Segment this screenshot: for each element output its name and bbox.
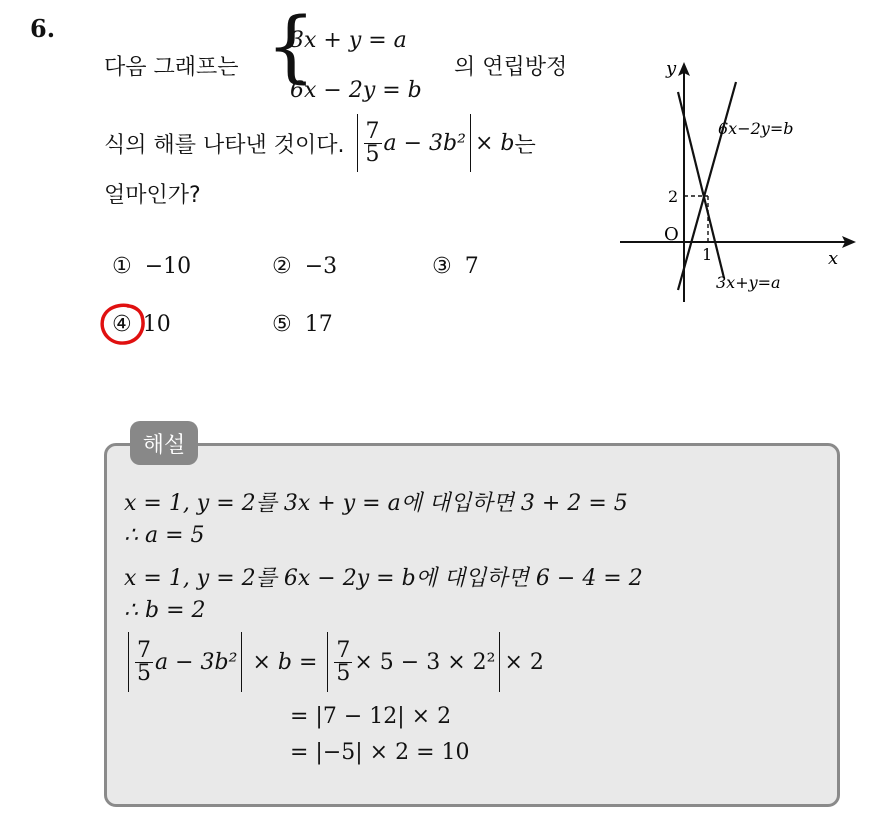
question-number: 6. (30, 14, 56, 43)
question-line2-suffix: 는 (514, 132, 536, 158)
tick-y-2: 2 (668, 187, 679, 206)
solution-line1: x = 1, y = 2를 3x + y = a에 대입하면 3 + 2 = 5 (124, 491, 628, 516)
sol-left-expr: a − 3b² (155, 649, 238, 675)
y-axis-label: y (666, 58, 677, 79)
solution-line6: = |7 − 12| × 2 (290, 704, 452, 729)
abs-expression: a − 3b² (383, 130, 466, 156)
sol-fraction-2-den: 5 (336, 660, 351, 686)
graph (612, 52, 862, 307)
sol-abs-left-1 (128, 632, 129, 692)
choice-3[interactable] (432, 254, 479, 279)
choice-2[interactable] (272, 254, 337, 279)
choice-5[interactable] (272, 312, 333, 337)
abs-bar-left (357, 114, 358, 172)
solution-line2: ∴ a = 5 (124, 523, 205, 548)
choice-2-mark: ② (272, 254, 292, 279)
system-eq1: 3x + y = a (290, 28, 407, 53)
question-intro-cont: 의 연립방정 (454, 55, 568, 80)
sol-end: × 2 (504, 649, 544, 675)
question-line3: 얼마인가? (104, 183, 201, 208)
sol-fraction-2-num: 7 (336, 637, 351, 663)
answer-circle-icon (98, 300, 150, 348)
sol-fraction-1 (135, 637, 153, 686)
line1-label: 6x−2y=b (718, 119, 794, 138)
choice-5-mark: ⑤ (272, 312, 292, 337)
fraction (364, 118, 382, 167)
fraction-num: 7 (365, 118, 380, 144)
x-axis-label: x (828, 248, 839, 269)
fraction-den: 5 (365, 141, 380, 167)
choice-2-value: −3 (304, 254, 338, 279)
system-eq2: 6x − 2y = b (290, 78, 422, 103)
choice-3-value: 7 (464, 254, 479, 279)
line2-label: 3x+y=a (716, 273, 781, 292)
tick-x-1: 1 (702, 245, 713, 264)
question-line2-text: 식의 해를 나타낸 것이다. (104, 132, 345, 158)
choice-4-mark: ④ (112, 312, 132, 337)
sol-mid: × b = (252, 649, 318, 675)
solution-line7: = |−5| × 2 = 10 (290, 740, 470, 765)
origin-label: O (664, 224, 679, 245)
question-line2 (104, 112, 536, 174)
choice-1[interactable] (112, 254, 191, 279)
solution-tab: 해설 (130, 421, 198, 465)
system-brace: { (266, 2, 316, 92)
solution-line4: ∴ b = 2 (124, 598, 206, 623)
question-intro: 다음 그래프는 (104, 55, 239, 80)
choice-3-mark: ③ (432, 254, 452, 279)
sol-right-expr: × 5 − 3 × 2² (354, 649, 496, 675)
choice-1-value: −10 (144, 254, 192, 279)
solution-line3: x = 1, y = 2를 6x − 2y = b에 대입하면 6 − 4 = 2 (124, 566, 643, 591)
abs-bar-right (470, 114, 471, 172)
times-b: × b (474, 130, 515, 156)
solution-line5 (124, 630, 544, 694)
sol-fraction-1-den: 5 (137, 660, 151, 686)
sol-fraction-2 (334, 637, 352, 686)
sol-abs-left-2 (327, 632, 328, 692)
sol-fraction-1-num: 7 (137, 637, 151, 663)
choice-5-value: 17 (304, 312, 333, 337)
choice-1-mark: ① (112, 254, 132, 279)
sol-abs-right-1 (241, 632, 242, 692)
choice-4-value: 10 (142, 312, 171, 337)
sol-abs-right-2 (499, 632, 500, 692)
